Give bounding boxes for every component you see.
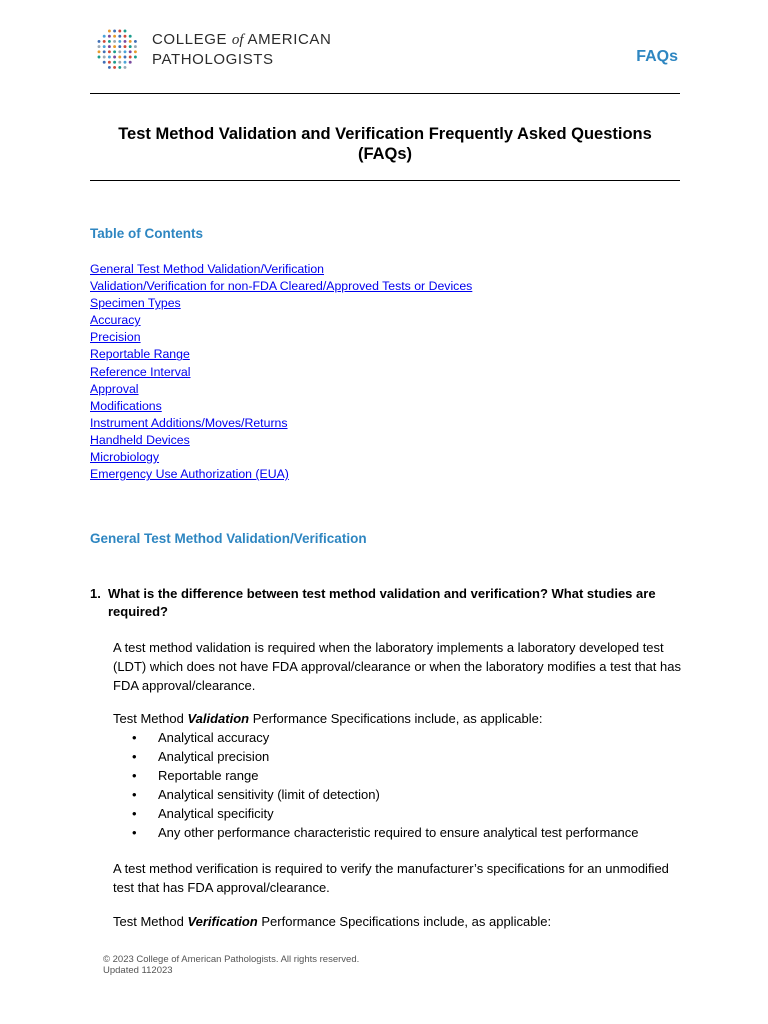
toc-link[interactable]: Modifications — [90, 398, 162, 413]
org-name-pathologists: PATHOLOGISTS — [152, 51, 274, 68]
toc-link[interactable]: Precision — [90, 330, 141, 345]
verification-emphasis: Verification — [187, 914, 258, 929]
logo-dot — [98, 45, 101, 48]
logo-dot — [103, 45, 106, 48]
toc-item — [90, 381, 472, 398]
logo-dot — [134, 40, 137, 43]
answer-paragraph-verification: A test method verification is required to verify the manufacturer’s specifications for an unmodified test that has FDA approval/clearance. — [113, 861, 669, 895]
validation-bullet: • Analytical sensitivity (limit of detection) — [113, 785, 639, 804]
logo-dot — [124, 66, 127, 69]
validation-bullet: • Analytical precision — [113, 747, 639, 766]
logo-dot — [118, 40, 121, 43]
logo-dot — [124, 30, 127, 33]
logo-dot — [108, 66, 111, 69]
logo-dot — [108, 40, 111, 43]
validation-bullet: • Analytical specificity — [113, 804, 639, 823]
toc-item — [90, 312, 472, 329]
validation-bullet: • Any other performance characteristic required to ensure analytical test performance — [113, 823, 639, 842]
toc-link[interactable]: Microbiology — [90, 450, 160, 465]
org-name-of: of — [231, 32, 244, 48]
logo-dot — [103, 40, 106, 43]
page-header — [90, 26, 680, 70]
logo-dot — [113, 45, 116, 48]
toc-item — [90, 415, 472, 432]
question-1 — [90, 585, 680, 621]
logo-dot — [124, 56, 127, 59]
header-divider — [90, 93, 680, 94]
logo-dot — [129, 40, 132, 43]
validation-bullet: • Analytical accuracy — [113, 728, 639, 747]
toc-link[interactable]: Emergency Use Authorization (EUA) — [90, 467, 289, 482]
logo-dot — [103, 50, 106, 53]
logo-dot — [124, 45, 127, 48]
logo-dot — [113, 56, 116, 59]
org-name-american: AMERICAN — [247, 31, 332, 48]
title-divider — [90, 180, 680, 181]
answer-paragraph-validation: A test method validation is required when the laboratory implements a laboratory developed test (LDT) which does not have FDA approval/clearance or when the laboratory modifies a test that has FDA approval/clearance. — [113, 640, 681, 693]
toc-item — [90, 261, 472, 278]
logo-dot — [124, 35, 127, 38]
logo-dot — [129, 35, 132, 38]
toc-link[interactable]: Reportable Range — [90, 347, 190, 362]
toc-item — [90, 398, 472, 415]
logo-dot — [103, 61, 106, 64]
logo-dot — [113, 30, 116, 33]
logo-dot — [108, 45, 111, 48]
logo-dot — [124, 40, 127, 43]
logo-dot — [113, 50, 116, 53]
verification-intro — [113, 912, 683, 931]
dot-grid-logo-icon — [96, 28, 138, 70]
toc-item — [90, 432, 472, 449]
page-footer — [103, 954, 359, 976]
toc-link[interactable]: Accuracy — [90, 313, 141, 328]
toc-item — [90, 466, 472, 483]
toc-link[interactable]: Reference Interval — [90, 364, 191, 379]
logo-dot — [108, 30, 111, 33]
validation-emphasis: Validation — [187, 711, 250, 726]
logo-dot — [118, 61, 121, 64]
logo-dot — [134, 50, 137, 53]
verification-intro-suffix: Performance Specifications include, as applicable: — [257, 914, 552, 929]
logo-dot — [98, 56, 101, 59]
logo-dot — [118, 35, 121, 38]
section-heading: General Test Method Validation/Verification — [90, 531, 367, 546]
toc-link[interactable]: Specimen Types — [90, 296, 181, 311]
logo-dot — [113, 35, 116, 38]
logo-dot — [134, 56, 137, 59]
org-name-college: COLLEGE — [152, 31, 228, 48]
toc-item — [90, 278, 472, 295]
logo-dot — [113, 40, 116, 43]
validation-intro — [113, 709, 683, 728]
toc-link[interactable]: Validation/Verification for non-FDA Cleared/Approved Tests or Devices — [90, 279, 473, 294]
cap-logo — [96, 26, 336, 70]
toc-list — [90, 261, 472, 483]
logo-dot — [108, 61, 111, 64]
toc-link[interactable]: General Test Method Validation/Verification — [90, 262, 325, 276]
toc-link[interactable]: Instrument Additions/Moves/Returns — [90, 415, 288, 430]
logo-dot — [118, 30, 121, 33]
question-text: What is the difference between test method validation and verification? What studies are required? — [108, 586, 656, 619]
org-name — [152, 30, 331, 69]
updated-text: Updated 112023 — [103, 965, 173, 976]
title-line-2: (FAQs) — [357, 145, 413, 163]
toc-item — [90, 329, 472, 346]
toc-link[interactable]: Handheld Devices — [90, 432, 190, 447]
validation-bullet-list — [113, 728, 639, 842]
logo-dot — [108, 56, 111, 59]
title-line-1: Test Method Validation and Verification Frequently Asked Questions — [118, 125, 652, 143]
document-title — [90, 124, 680, 164]
logo-dot — [108, 50, 111, 53]
logo-dot — [108, 35, 111, 38]
validation-intro-suffix: Performance Specifications include, as applicable: — [249, 711, 543, 726]
logo-dot — [129, 50, 132, 53]
logo-dot — [113, 66, 116, 69]
logo-dot — [129, 45, 132, 48]
copyright-text: © 2023 College of American Pathologists. All rights reserved. — [103, 954, 360, 965]
logo-dot — [103, 56, 106, 59]
logo-dot — [124, 61, 127, 64]
logo-dot — [124, 50, 127, 53]
toc-link[interactable]: Approval — [90, 381, 139, 396]
logo-dot — [118, 50, 121, 53]
verification-intro-prefix: Test Method — [113, 914, 188, 929]
toc-heading: Table of Contents — [90, 226, 203, 241]
toc-item — [90, 346, 472, 363]
faqs-label: FAQs — [636, 48, 678, 65]
logo-dot — [134, 45, 137, 48]
logo-dot — [113, 61, 116, 64]
logo-dot — [129, 56, 132, 59]
logo-dot — [103, 35, 106, 38]
toc-item — [90, 364, 472, 381]
toc-item — [90, 295, 472, 312]
logo-dot — [129, 61, 132, 64]
logo-dot — [118, 45, 121, 48]
logo-dot — [98, 40, 101, 43]
toc-item — [90, 449, 472, 466]
logo-dot — [118, 66, 121, 69]
validation-intro-prefix: Test Method — [113, 711, 188, 726]
logo-dot — [98, 50, 101, 53]
logo-dot — [118, 56, 121, 59]
question-number: 1. — [90, 586, 101, 601]
validation-bullet: • Reportable range — [113, 766, 639, 785]
